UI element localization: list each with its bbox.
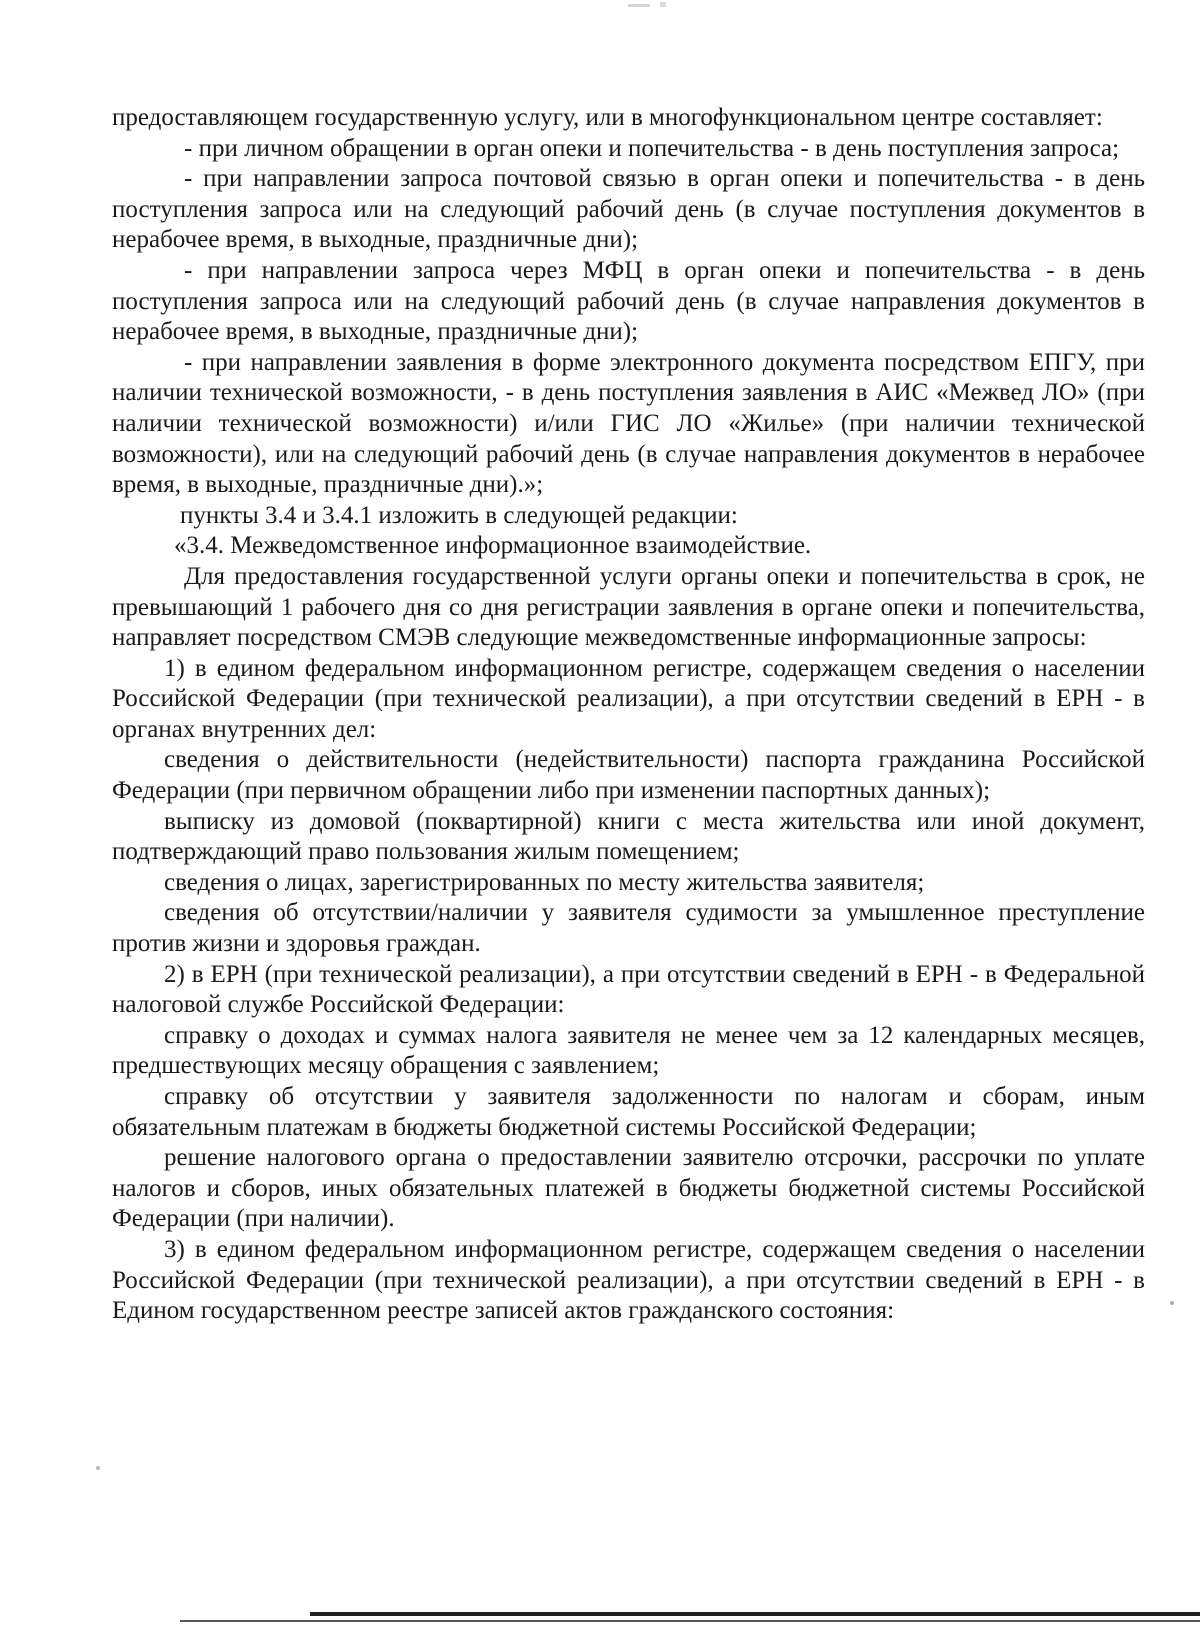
paragraph: предоставляющем государственную услугу, или в многофункциональном центре составляет: <box>112 104 1103 131</box>
scan-artifact <box>96 1466 100 1470</box>
scan-artifact <box>628 4 650 7</box>
scan-edge-line <box>310 1612 1200 1616</box>
paragraph: Для предоставления государственной услуги органы опеки и попечительства в срок, не превышающий 1 рабочего дня со дня регистрации заявления в органе опеки и попечительства, направляет посредством СМЭВ следующие межведомственные информационные запросы: <box>112 562 1145 652</box>
paragraph: - при направлении заявления в форме электронного документа посредством ЕПГУ, при наличии технической возможности, - в день поступления заявления в АИС «Межвед ЛО» (при наличии технической возможности) и/или ГИС ЛО «Жилье» (при наличии технической возможности), или на следующий рабочий день (в случае направления документов в нерабочее время, в выходные, праздничные дни).»; <box>112 348 1145 499</box>
paragraph: «3.4. Межведомственное информационное взаимодействие. <box>174 532 812 560</box>
paragraph: пункты 3.4 и 3.4.1 изложить в следующей редакции: <box>180 501 738 529</box>
paragraph: справку о доходах и суммах налога заявителя не менее чем за 12 календарных месяцев, предшествующих месяцу обращения с заявлением; <box>112 1021 1145 1080</box>
document-body <box>112 103 1145 1327</box>
paragraph: 3) в едином федеральном информационном регистре, содержащем сведения о населении Российской Федерации (при технической реализации), а при отсутствии сведений в ЕРН - в Едином государственном реестре записей актов гражданского состояния: <box>112 1235 1145 1325</box>
scan-artifact <box>660 2 666 7</box>
paragraph: 1) в едином федеральном информационном регистре, содержащем сведения о населении Российской Федерации (при технической реализации), а при отсутствии сведений в ЕРН - в органах внутренних дел: <box>112 654 1145 743</box>
paragraph: сведения об отсутствии/наличии у заявителя судимости за умышленное преступление против жизни и здоровья граждан. <box>112 899 1145 958</box>
scan-edge-line <box>180 1620 1200 1622</box>
paragraph: 2) в ЕРН (при технической реализации), а при отсутствии сведений в ЕРН - в Федеральной налоговой службе Российской Федерации: <box>112 960 1145 1019</box>
paragraph: справку об отсутствии у заявителя задолженности по налогам и сборам, иным обязательным платежам в бюджеты бюджетной системы Российской Федерации; <box>112 1083 1145 1141</box>
paragraph: сведения о действительности (недействительности) паспорта гражданина Российской Федерации (при первичном обращении либо при изменении паспортных данных); <box>112 746 1145 805</box>
paragraph: сведения о лицах, зарегистрированных по месту жительства заявителя; <box>164 868 925 896</box>
paragraph: - при направлении запроса через МФЦ в орган опеки и попечительства - в день поступления запроса или на следующий рабочий день (в случае направления документов в нерабочее время, в выходные, праздничные дни); <box>112 256 1145 346</box>
paragraph: - при личном обращении в орган опеки и попечительства - в день поступления запроса; <box>184 134 1120 162</box>
scan-artifact <box>1170 1301 1174 1305</box>
paragraph: - при направлении запроса почтовой связью в орган опеки и попечительства - в день поступления запроса или на следующий рабочий день (в случае поступления документов в нерабочее время, в выходные, праздничные дни); <box>112 165 1145 254</box>
paragraph: решение налогового органа о предоставлении заявителю отсрочки, рассрочки по уплате налогов и сборов, иных обязательных платежей в бюджеты бюджетной системы Российской Федерации (при наличии). <box>112 1144 1145 1233</box>
paragraph: выписку из домовой (поквартирной) книги с места жительства или иной документ, подтверждающий право пользования жилым помещением; <box>112 807 1145 866</box>
